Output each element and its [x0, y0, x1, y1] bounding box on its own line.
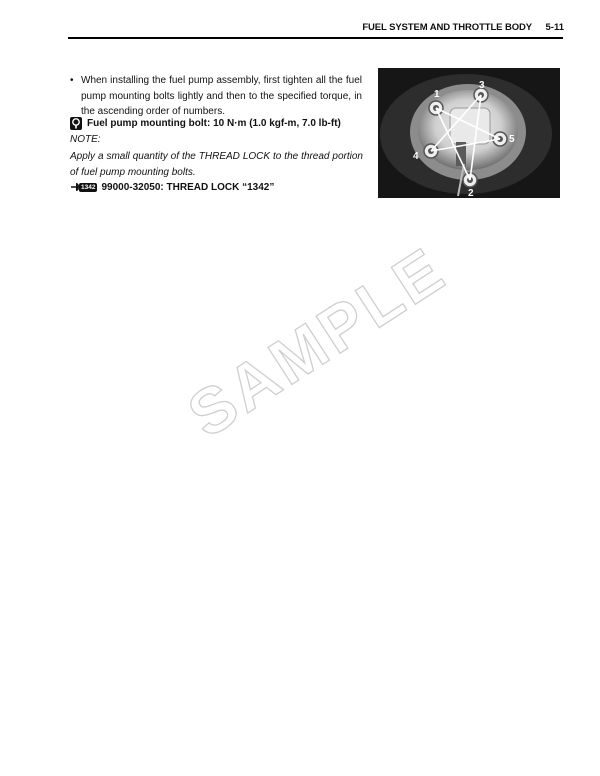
- header-divider: [68, 37, 563, 39]
- photo-label-2: 2: [468, 188, 474, 198]
- instruction-text: When installing the fuel pump assembly, first tighten all the fuel pump mounting bolts lightly and then to the specified torque, in the ascending order of numbers.: [81, 75, 362, 117]
- note-label: NOTE:: [70, 134, 101, 145]
- photo-label-5: 5: [509, 134, 515, 145]
- photo-label-3: 3: [479, 80, 485, 91]
- page-number: 5-11: [545, 22, 564, 33]
- installation-instruction: [70, 73, 362, 120]
- sample-watermark: SAMPLE: [175, 232, 459, 452]
- torque-spec-text: Fuel pump mounting bolt: 10 N·m (1.0 kgf-m, 7.0 lb-ft): [87, 118, 341, 129]
- photo-label-1: 1: [434, 89, 440, 100]
- thread-lock-icon: [70, 181, 97, 193]
- thread-lock-badge: 1342: [81, 183, 96, 191]
- torque-wrench-icon: [70, 117, 82, 130]
- thread-lock-text: 99000-32050: THREAD LOCK “1342”: [101, 181, 275, 193]
- fuel-pump-photo: [378, 68, 560, 198]
- section-title: FUEL SYSTEM AND THROTTLE BODY: [362, 22, 532, 33]
- torque-spec: [70, 117, 341, 130]
- bullet-mark: •: [70, 75, 74, 86]
- thread-lock-spec: [70, 181, 274, 193]
- note-text: Apply a small quantity of the THREAD LOCK to the thread portion of fuel pump mounting bolts.: [70, 151, 363, 178]
- photo-label-4: 4: [413, 151, 419, 162]
